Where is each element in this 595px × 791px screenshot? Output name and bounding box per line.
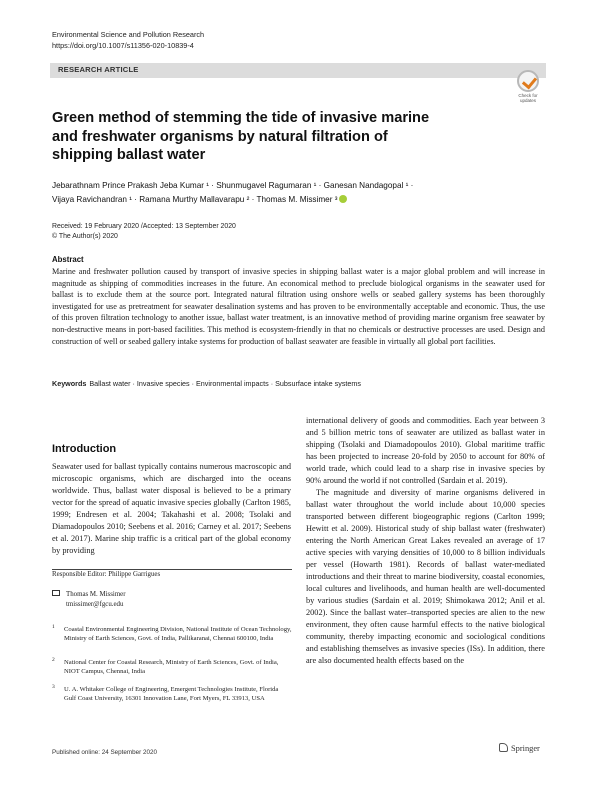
- affiliation-text: Coastal Environmental Engineering Division, National Institute of Ocean Technology, Ministry of Earth Sciences, Govt. of India, Pallikaranai, Chennai 600100, India: [64, 626, 292, 643]
- contact-name: Thomas M. Missimer: [66, 591, 126, 598]
- introduction-heading: Introduction: [52, 443, 117, 455]
- abstract-heading: Abstract: [52, 255, 84, 264]
- publisher-name: Springer: [511, 744, 540, 753]
- intro-paragraph-2: The magnitude and diversity of marine organisms delivered in ballast water throughout the world include about 10,000 species transported between different biogeographic regions (Carlton 1999; Hewitt et al. 2009). Historical study of ship ballast water (freshwater) entering the North American Great Lakes revealed an average of 17 active species with varying densities of 10,000 to 8 billion individuals per vessel (Howarth 1981). Records of ballast water-mediated introductions and their threat to marine biodiversity, coastal economies, local cultures and livelihoods, and human health are well-documented by various studies (Sardain et al. 2019; Shimokawa 2012; Anil et al. 2002). Since the ballast water–transported species are alien to the new environment, they often cause harmful effects to the native biological community, thereby impacting economic and sociological conditions and establishing themselves as invasive species (ISs). In addition, there are also documented health effects based on the: [306, 488, 545, 665]
- contact-email[interactable]: tmissimer@fgcu.edu: [66, 600, 124, 608]
- springer-horse-icon: [499, 743, 508, 752]
- affiliation-text: U. A. Whitaker College of Engineering, Emergent Technologies Institute, Florida Gulf Coast University, 16301 Innovation Lane, Fort Myers, FL 33913, USA: [64, 686, 279, 703]
- journal-name: Environmental Science and Pollution Research: [52, 30, 205, 39]
- orcid-icon[interactable]: [339, 195, 347, 203]
- column-right: [306, 415, 545, 667]
- journal-header: [52, 30, 204, 51]
- affiliation-number: 3: [52, 684, 55, 690]
- column-left: [52, 461, 291, 557]
- article-type-banner: [50, 63, 546, 78]
- affiliation-1: [52, 625, 292, 643]
- article-type-label: RESEARCH ARTICLE: [58, 65, 139, 74]
- affiliation-text: National Center for Coastal Research, Ministry of Earth Sciences, Govt. of India, NIOT Campus, Chennai, India: [64, 659, 279, 676]
- article-dates: [52, 222, 236, 241]
- keywords-list: Ballast water · Invasive species · Environmental impacts · Subsurface intake systems: [89, 379, 361, 388]
- affiliation-number: 2: [52, 657, 55, 663]
- corresponding-author: [52, 590, 126, 609]
- author-line-1: Jebarathnam Prince Prakash Jeba Kumar ¹ · Shunmugavel Ragumaran ¹ · Ganesan Nandagopal ¹ ·: [52, 181, 414, 190]
- author-list: [52, 179, 502, 207]
- affiliation-3: [52, 685, 292, 703]
- received-accepted-dates: Received: 19 February 2020 /Accepted: 13 September 2020: [52, 223, 236, 230]
- author-line-2: Vijaya Ravichandran ¹ · Ramana Murthy Mallavarapu ² · Thomas M. Missimer ³: [52, 193, 502, 207]
- envelope-icon: [52, 590, 60, 596]
- footnote-divider: [52, 569, 292, 570]
- check-for-updates-icon: [517, 70, 539, 92]
- publisher-logo: [499, 743, 540, 753]
- affiliation-number: 1: [52, 624, 55, 630]
- intro-paragraph-1-continued: international delivery of goods and commodities. Each year between 3 and 5 billion metric tons of seawater are utilized as ballast water in shipping (Tsolaki and Diamadopoulos 2010). Global maritime traffic has been projected to increase 20-fold by 2050 to account for 80% of world trade, which could lead to a sharp rise in invasive species by 90% around the world if not controlled (Sardain et al. 2019).: [306, 416, 545, 485]
- article-title: Green method of stemming the tide of invasive marine and freshwater organisms by natural filtration of shipping ballast water: [52, 110, 430, 163]
- abstract-text: Marine and freshwater pollution caused by transport of invasive species in shipping ballast water is a major global problem and will increase in magnitude as shipping of commodities increases in the future. An economical method to preclude biological organisms in the seawater used for ballast is to exclude them at the source port. Integrated natural filtration using onshore wells or seabed gallery systems has been thoroughly investigated for use as pretreatment for seawater desalination systems and has proven to be environmentally acceptable and economic. Thus, the use of this proven filtration technology to another issue, ballast water treatment, is an innovative method of providing marine organism free seawater by non-destructive means in port-based facilities. This method is ecosystem-friendly in that no chemicals or destructive processes are used. Design and construction of well or seabed gallery intake systems for production of ballast seawater are feasible in virtually all global port facilities.: [52, 267, 545, 346]
- published-online-date: Published online: 24 September 2020: [52, 749, 158, 756]
- affiliation-2: [52, 658, 292, 676]
- intro-paragraph-1: Seawater used for ballast typically contains numerous macroscopic and microscopic organisms, which are discharged into the oceans worldwide. Thus, ballast water disposal is believed to be a primary vector for the spread of aquatic invasive species globally (Carlton 1985, 1999; Endresen et al. 2004; Takahashi et al. 2008; Tsolaki and Diamadopoulos 2010; Seebens et al. 2016; Carney et al. 2017; Seebens et al. 2017). Marine ship traffic is a critical part of the global economy by providing: [52, 462, 291, 555]
- keywords-label: Keywords: [52, 379, 87, 388]
- doi-link[interactable]: https://doi.org/10.1007/s11356-020-10839-4: [52, 40, 194, 50]
- check-for-updates-caption: Check for updates: [518, 93, 538, 103]
- keywords: [52, 379, 361, 388]
- responsible-editor: Responsible Editor: Philippe Garrigues: [52, 571, 161, 578]
- check-for-updates-button[interactable]: [515, 66, 541, 102]
- copyright-line: © The Author(s) 2020: [52, 232, 118, 240]
